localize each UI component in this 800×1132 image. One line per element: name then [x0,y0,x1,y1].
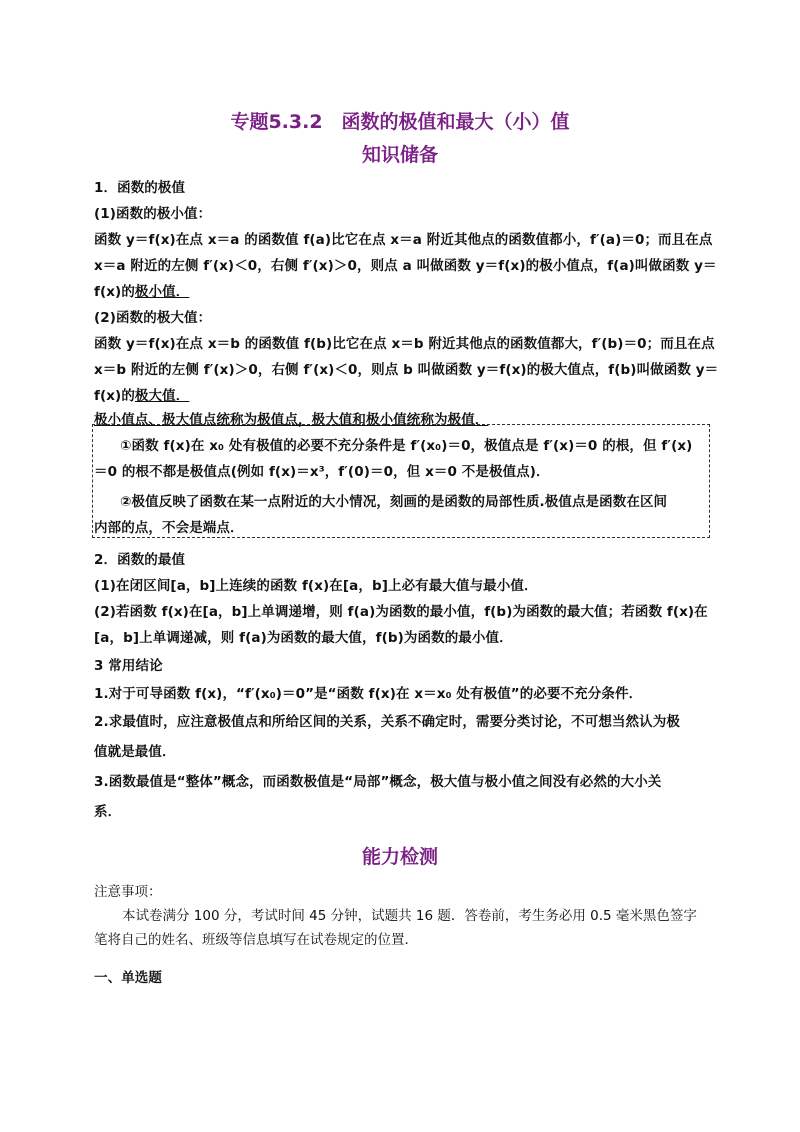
note-1-line-2: ＝0 的根不都是极值点(例如 f(x)＝x³，f′(0)＝0，但 x＝0 不是极值点)． [94,464,550,480]
min-title: (1)函数的极小值： [94,206,212,222]
section-single-choice: 一、单选题 [94,970,162,986]
section-subtitle: 知识储备 [361,144,438,166]
min-line-3a: f(x)的 [94,284,135,300]
exam-desc-line-2: 笔将自己的姓名、班级等信息填写在试卷规定的位置． [94,932,418,948]
s1-heading: 1．函数的极值 [94,180,186,196]
conclusion-2-line-2: 值就是最值． [94,744,176,760]
exam-title: 能力检测 [361,846,438,868]
s3-heading: 3 常用结论 [94,658,163,674]
max-line-1: 函数 y＝f(x)在点 x＝b 的函数值 f(b)比它在点 x＝b 附近其他点的函数值都大，f′(b)＝0；而且在点 [94,336,715,352]
max-line-3 [94,384,716,404]
s2-line-1: (1)在闭区间[a，b]上连续的函数 f(x)在[a，b]上必有最大值与最小值． [94,578,538,594]
conclusion-2-line-1: 2.求最值时，应注意极值点和所给区间的关系，关系不确定时，需要分类讨论，不可想当然认为极 [94,714,680,730]
note-1-line-1: ①函数 f(x)在 x₀ 处有极值的必要不充分条件是 f′(x₀)＝0，极值点是 f′(x)＝0 的根，但 f′(x) [120,438,693,454]
max-line-3a: f(x)的 [94,388,135,404]
max-value-term: 极大值． [134,388,190,404]
conclusion-1: 1.对于可导函数 f(x)，“f′(x₀)＝0”是“函数 f(x)在 x＝x₀ 处有极值”的必要不充分条件． [94,686,643,702]
page-title: 专题5.3.2 函数的极值和最大（小）值 [230,111,570,133]
max-title: (2)函数的极大值： [94,310,212,326]
min-line-2: x＝a 附近的左侧 f′(x)＜0，右侧 f′(x)＞0，则点 a 叫做函数 y＝f(x)的极小值点，f(a)叫做函数 y＝ [94,258,717,274]
exam-desc-line-1: 本试卷满分 100 分，考试时间 45 分钟，试题共 16 题．答卷前，考生务必用 0.5 毫米黑色签字 [122,908,697,924]
s2-line-2: (2)若函数 f(x)在[a，b]上单调递增，则 f(a)为函数的最小值，f(b)为函数的最大值；若函数 f(x)在 [94,604,708,620]
note-2-line-2: 内部的点，不会是端点． [94,520,244,536]
s2-line-3: [a，b]上单调递减，则 f(a)为函数的最大值，f(b)为函数的最小值． [94,630,513,646]
min-line-3 [94,280,716,300]
conclusion-3-line-1: 3.函数最值是“整体”概念，而函数极值是“局部”概念，极大值与极小值之间没有必然的大小关 [94,774,662,790]
notice-label: 注意事项： [94,884,162,900]
min-line-1: 函数 y＝f(x)在点 x＝a 的函数值 f(a)比它在点 x＝a 附近其他点的函数值都小，f′(a)＝0；而且在点 [94,232,713,248]
extrema-summary: 极小值点、极大值点统称为极值点，极大值和极小值统称为极值． [94,412,489,428]
conclusion-3-line-2: 系． [94,804,122,820]
s2-heading: 2．函数的最值 [94,552,186,568]
max-line-2: x＝b 附近的左侧 f′(x)＞0，右侧 f′(x)＜0，则点 b 叫做函数 y＝f(x)的极大值点，f(b)叫做函数 y＝ [94,362,719,378]
min-value-term: 极小值． [134,284,190,300]
note-2-line-1: ②极值反映了函数在某一点附近的大小情况，刻画的是函数的局部性质.极值点是函数在区间 [120,494,668,510]
